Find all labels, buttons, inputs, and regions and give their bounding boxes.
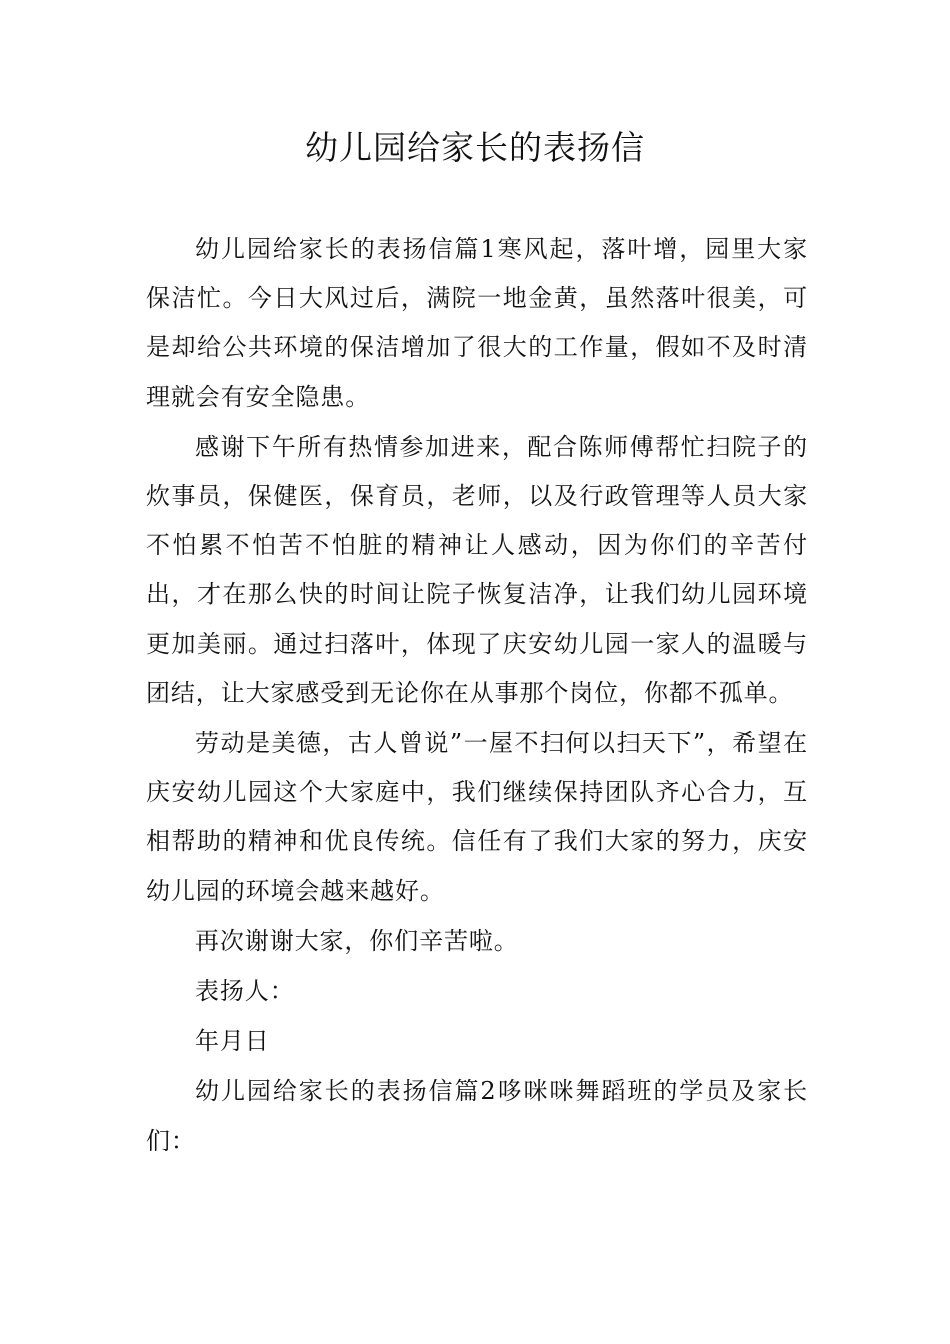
paragraph-2: 感谢下午所有热情参加进来，配合陈师傅帮忙扫院子的炊事员，保健医，保育员，老师，以及行政管理等人员大家不怕累不怕苦不怕脏的精神让人感动，因为你们的辛苦付出，才在那么快的时间让院子恢复洁净，让我们幼儿园环境更加美丽。通过扫落叶，体现了庆安幼儿园一家人的温暖与团结，让大家感受到无论你在从事那个岗位，你都不孤单。: [146, 432, 808, 707]
paragraph-1: 幼儿园给家长的表扬信篇1寒风起，落叶增，园里大家保洁忙。今日大风过后，满院一地金黄，虽然落叶很美，可是却给公共环境的保洁增加了很大的工作量，假如不及时清理就会有安全隐患。: [146, 235, 808, 411]
paragraph-date: 年月日: [195, 1027, 270, 1056]
paragraph-signer: 表扬人：: [195, 977, 295, 1006]
document-body: [146, 225, 808, 1167]
document-title: 幼儿园给家长的表扬信: [305, 128, 645, 167]
paragraph-letter-2-intro: 幼儿园给家长的表扬信篇2哆咪咪舞蹈班的学员及家长们：: [146, 1077, 808, 1155]
paragraph-3: 劳动是美德，古人曾说”一屋不扫何以扫天下”，希望在庆安幼儿园这个大家庭中，我们继续保持团队齐心合力，互相帮助的精神和优良传统。信任有了我们大家的努力，庆安幼儿园的环境会越来越好。: [146, 729, 808, 905]
paragraph-thanks: 再次谢谢大家，你们辛苦啦。: [195, 926, 519, 955]
